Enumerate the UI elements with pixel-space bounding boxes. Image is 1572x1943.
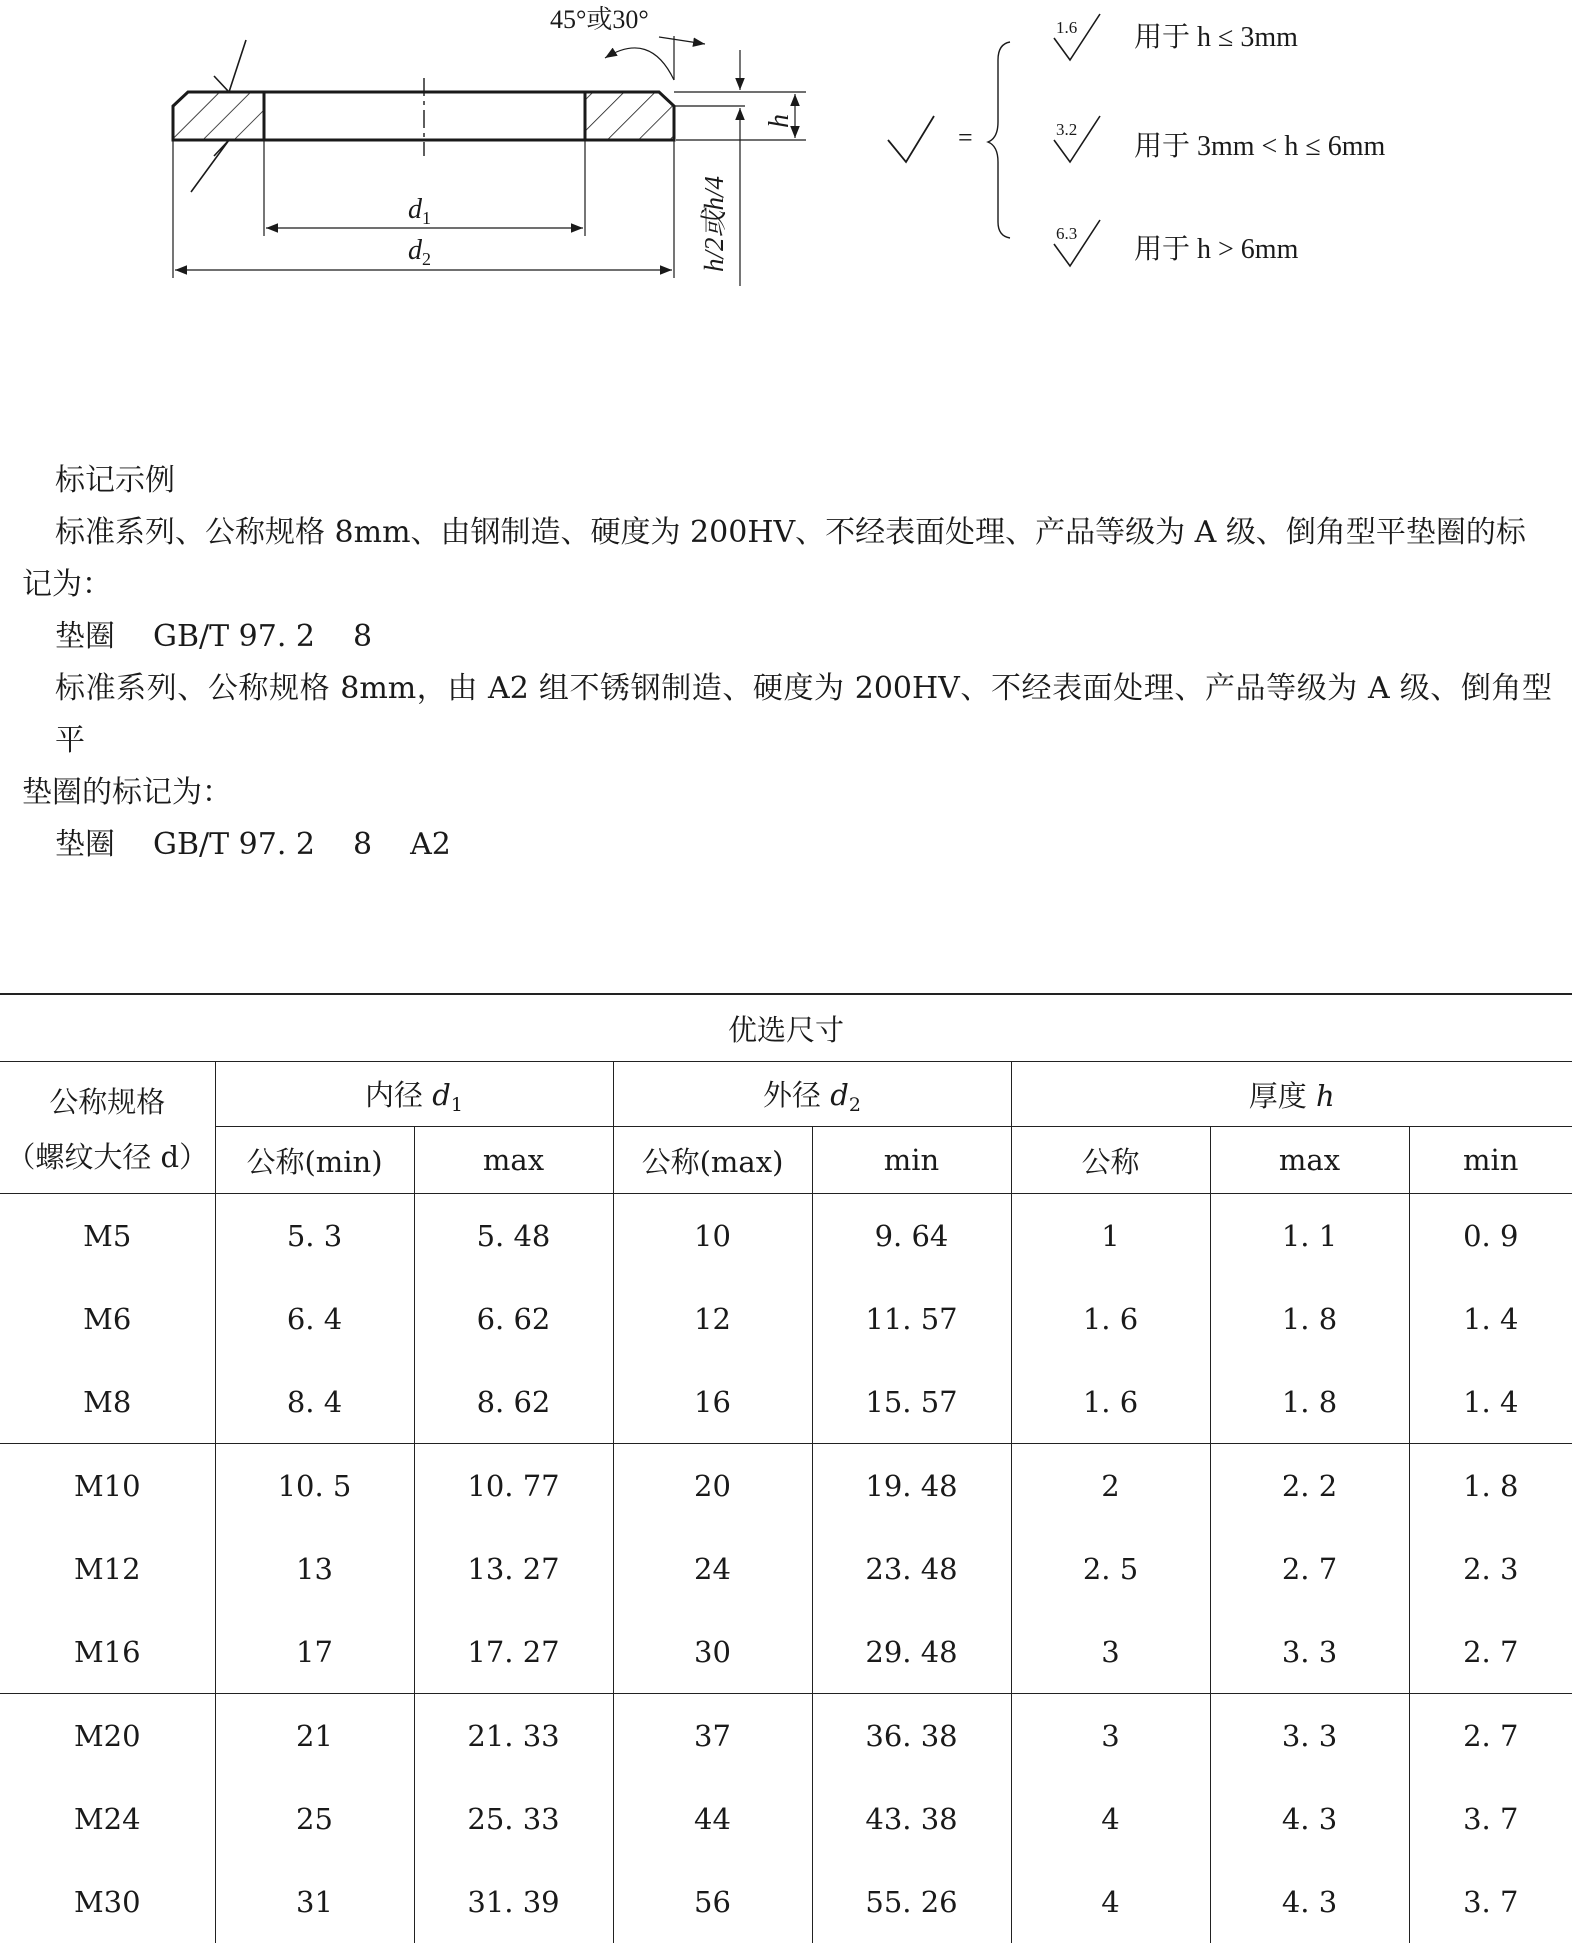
marking-section [0, 455, 1572, 871]
header-thickness: 厚度 h [1011, 1062, 1572, 1127]
table-cell: 36. 38 [812, 1694, 1011, 1778]
table-cell: 3. 7 [1409, 1777, 1572, 1860]
table-cell: 0. 9 [1409, 1194, 1572, 1278]
table-cell: 2. 2 [1210, 1444, 1409, 1528]
table-cell: 5. 3 [215, 1194, 414, 1278]
table-cell: 30 [613, 1610, 812, 1694]
code-part: 8 [353, 619, 372, 654]
table-cell: 55. 26 [812, 1860, 1011, 1943]
d1-label: $d_1$ [408, 194, 431, 228]
washer-drawing [0, 0, 1572, 310]
table-cell: 2. 3 [1409, 1527, 1572, 1610]
table-cell: 1. 8 [1210, 1277, 1409, 1360]
roughness-rule-2: 用于 3mm < h ≤ 6mm [1134, 131, 1385, 162]
code-part: A2 [410, 827, 451, 862]
table-cell: 11. 57 [812, 1277, 1011, 1360]
table-cell: 12 [613, 1277, 812, 1360]
table-cell: 37 [613, 1694, 812, 1778]
table-cell: 1. 6 [1011, 1277, 1210, 1360]
table-cell: 8. 62 [414, 1360, 613, 1444]
header-inner-diameter: 内径 $d_1$ [215, 1062, 613, 1127]
roughness-rule-1: 用于 h ≤ 3mm [1134, 22, 1298, 53]
preferred-dimensions-table [0, 993, 1572, 1943]
subheader-d2-min: min [812, 1127, 1011, 1194]
subheader-d1-nominal: 公称(min) [215, 1127, 414, 1194]
table-cell: 6. 4 [215, 1277, 414, 1360]
angle-arc [605, 48, 674, 80]
roughness-value-1: 1.6 [1056, 18, 1077, 37]
table-cell: 23. 48 [812, 1527, 1011, 1610]
table-cell: 17. 27 [414, 1610, 613, 1694]
table-cell: 31. 39 [414, 1860, 613, 1943]
table-cell: 1. 6 [1011, 1360, 1210, 1444]
table-row [0, 1860, 1572, 1943]
table-cell: 44 [613, 1777, 812, 1860]
table-cell: 2 [1011, 1444, 1210, 1528]
table-cell: 10 [613, 1194, 812, 1278]
table-cell: 31 [215, 1860, 414, 1943]
table-cell: M16 [0, 1610, 215, 1694]
marking-example1-code [0, 611, 1572, 663]
chamfer-label: h/2或h/4 [699, 176, 729, 272]
table-cell: 25. 33 [414, 1777, 613, 1860]
equals-sign: = [958, 123, 973, 152]
table-cell: 3. 3 [1210, 1694, 1409, 1778]
angle-label: 45°或30° [550, 5, 649, 34]
marking-heading: 标记示例 [0, 455, 1572, 507]
table-row [0, 1527, 1572, 1610]
subheader-d2-nominal: 公称(max) [613, 1127, 812, 1194]
table-cell: 10. 5 [215, 1444, 414, 1528]
subheader-h-nominal: 公称 [1011, 1127, 1210, 1194]
marking-example2-code [0, 819, 1572, 871]
header-spec-line2: （螺纹大径 d） [0, 1135, 215, 1176]
table-cell: 2. 5 [1011, 1527, 1210, 1610]
roughness-rule-3: 用于 h > 6mm [1134, 234, 1299, 265]
washer-section-left [173, 92, 264, 140]
table-cell: 10. 77 [414, 1444, 613, 1528]
d2-label: $d_2$ [408, 235, 431, 269]
brace [988, 42, 1010, 238]
roughness-value-2: 3.2 [1056, 120, 1077, 139]
table-cell: 1. 4 [1409, 1277, 1572, 1360]
table-row [0, 1360, 1572, 1444]
code-part: GB/T 97. 2 [153, 619, 315, 654]
table-cell: 2. 7 [1210, 1527, 1409, 1610]
table-cell: 4. 3 [1210, 1860, 1409, 1943]
marking-example2-line1: 标准系列、公称规格 8mm，由 A2 组不锈钢制造、硬度为 200HV、不经表面处理、产品等级为 A 级、倒角型平 [0, 663, 1572, 767]
table-cell: 1. 8 [1409, 1444, 1572, 1528]
table-cell: 2. 7 [1409, 1694, 1572, 1778]
table-cell: 43. 38 [812, 1777, 1011, 1860]
table-cell: 3. 3 [1210, 1610, 1409, 1694]
table-cell: 56 [613, 1860, 812, 1943]
table-cell: M12 [0, 1527, 215, 1610]
table-cell: M8 [0, 1360, 215, 1444]
table-cell: 4 [1011, 1860, 1210, 1943]
h-label: h [764, 114, 795, 128]
table-cell: 19. 48 [812, 1444, 1011, 1528]
table-cell: 24 [613, 1527, 812, 1610]
roughness-value-3: 6.3 [1056, 224, 1077, 243]
subheader-h-max: max [1210, 1127, 1409, 1194]
table-cell: 6. 62 [414, 1277, 613, 1360]
table-cell: 2. 7 [1409, 1610, 1572, 1694]
table-cell: 25 [215, 1777, 414, 1860]
subheader-h-min: min [1409, 1127, 1572, 1194]
table-cell: 16 [613, 1360, 812, 1444]
table-cell: M24 [0, 1777, 215, 1860]
table-row [0, 1444, 1572, 1528]
header-spec [0, 1062, 215, 1194]
table-row [0, 1777, 1572, 1860]
roughness-mark-left-bottom [191, 140, 229, 192]
table-row [0, 1610, 1572, 1694]
table-cell: 3 [1011, 1694, 1210, 1778]
table-cell: 5. 48 [414, 1194, 613, 1278]
code-part: GB/T 97. 2 [153, 827, 315, 862]
code-part: 垫圈 [55, 619, 115, 654]
marking-example1-line2: 记为： [0, 559, 1572, 611]
marking-example1-line1: 标准系列、公称规格 8mm、由钢制造、硬度为 200HV、不经表面处理、产品等级为 A 级、倒角型平垫圈的标 [0, 507, 1572, 559]
table-cell: 21 [215, 1694, 414, 1778]
table-body [0, 1194, 1572, 1943]
table-cell: 20 [613, 1444, 812, 1528]
table-cell: 4 [1011, 1777, 1210, 1860]
table-cell: M6 [0, 1277, 215, 1360]
table-cell: 17 [215, 1610, 414, 1694]
table-row [0, 1277, 1572, 1360]
table-cell: 1 [1011, 1194, 1210, 1278]
table-row [0, 1194, 1572, 1278]
table-caption: 优选尺寸 [0, 994, 1572, 1062]
table-cell: 3 [1011, 1610, 1210, 1694]
table-cell: 13 [215, 1527, 414, 1610]
subheader-d1-max: max [414, 1127, 613, 1194]
roughness-mark-left-top [214, 40, 246, 92]
table-cell: 13. 27 [414, 1527, 613, 1610]
code-part: 8 [353, 827, 372, 862]
table-cell: 1. 4 [1409, 1360, 1572, 1444]
table-cell: 8. 4 [215, 1360, 414, 1444]
table-cell: 4. 3 [1210, 1777, 1409, 1860]
table-row [0, 1694, 1572, 1778]
table-cell: M5 [0, 1194, 215, 1278]
table-cell: 1. 1 [1210, 1194, 1409, 1278]
code-part: 垫圈 [55, 827, 115, 862]
table-cell: 3. 7 [1409, 1860, 1572, 1943]
table-cell: M20 [0, 1694, 215, 1778]
table-cell: M30 [0, 1860, 215, 1943]
roughness-symbol-generic [888, 116, 934, 162]
header-spec-line1: 公称规格 [0, 1080, 215, 1121]
table-cell: 29. 48 [812, 1610, 1011, 1694]
table-cell: M10 [0, 1444, 215, 1528]
table-cell: 9. 64 [812, 1194, 1011, 1278]
table-cell: 21. 33 [414, 1694, 613, 1778]
table-cell: 15. 57 [812, 1360, 1011, 1444]
table-cell: 1. 8 [1210, 1360, 1409, 1444]
marking-example2-line2: 垫圈的标记为： [0, 767, 1572, 819]
washer-section-right [585, 92, 674, 140]
header-outer-diameter: 外径 $d_2$ [613, 1062, 1011, 1127]
